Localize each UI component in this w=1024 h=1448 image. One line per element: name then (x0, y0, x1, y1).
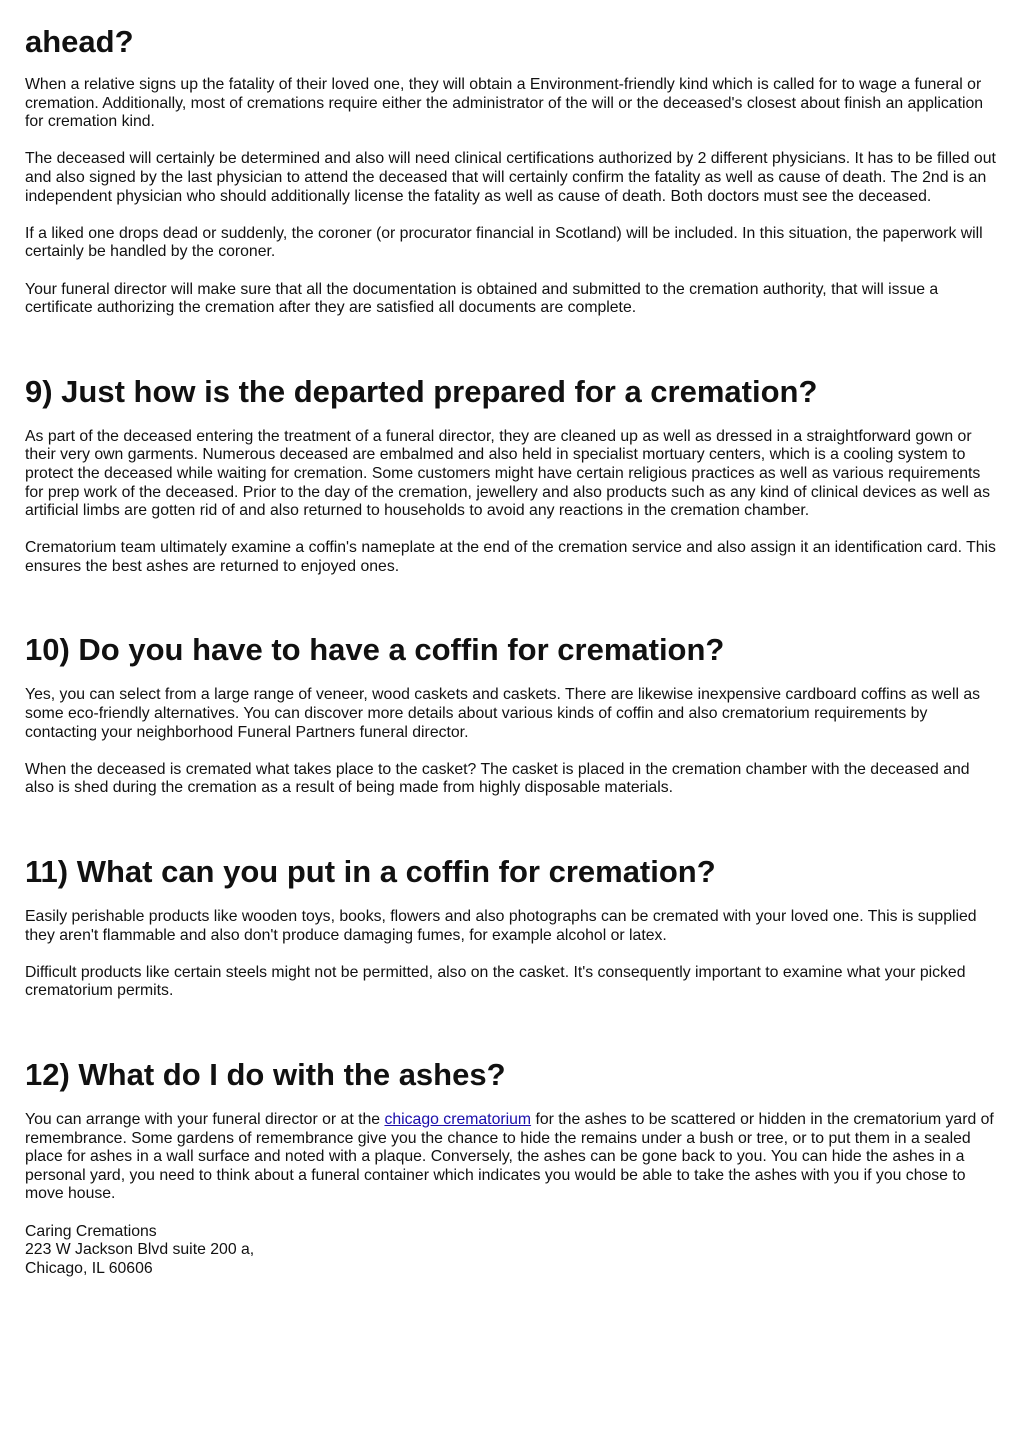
section-heading-9: 9) Just how is the departed prepared for a cremation? (25, 373, 818, 409)
paragraph: Crematorium team ultimately examine a coffin's nameplate at the end of the cremation service and also assign it an identification card. This ensures the best ashes are returned to enjoyed ones. (25, 539, 996, 575)
section-heading-ahead: ahead? (25, 24, 134, 59)
paragraph: Your funeral director will make sure that all the documentation is obtained and submitted to the cremation authority, that will issue a certificate authorizing the cremation after they are satisfied all documents are complete. (25, 280, 939, 317)
chicago-crematorium-link[interactable]: chicago crematorium (384, 1111, 532, 1128)
section-heading-11: 11) What can you put in a coffin for cremation? (25, 854, 716, 890)
document-page (25, 0, 1000, 1278)
paragraph: The deceased will certainly be determined and also will need clinical certifications authorized by 2 different physicians. It has to be filled out and also signed by the last physician to attend the deceased that will certainly confirm the fatality as well as cause of death. The 2nd is an independent physician who should additionally license the fatality as well as cause of death. Both doctors must see the deceased. (25, 150, 996, 205)
paragraph: If a liked one drops dead or suddenly, the coroner (or procurator financial in Scotland) will be included. In this situation, the paperwork will certainly be handled by the coroner. (25, 224, 983, 261)
section-heading-10: 10) Do you have to have a coffin for cremation? (25, 632, 725, 668)
paragraph-text-after-link: for the ashes to be scattered or hidden in the crematorium yard of remembrance. Some gardens of remembrance give you the chance to hide the remains under a bush or tree, or to put them in a sealed place for ashes in a wall surface and noted with a plaque. Conversely, the ashes can be gone back to you. You can hide the ashes in a personal yard, you need to think about a funeral container which indicates you would be able to take the ashes with you if you chose to move house. (25, 1111, 994, 1203)
paragraph: Easily perishable products like wooden toys, books, flowers and also photographs can be cremated with your loved one. This is supplied they aren't flammable and also don't produce damaging fumes, for example alcohol or latex. (25, 908, 977, 944)
section-heading-12: 12) What do I do with the ashes? (25, 1057, 506, 1092)
paragraph-text-before-link: You can arrange with your funeral director or at the (25, 1111, 385, 1128)
paragraph: Yes, you can select from a large range of veneer, wood caskets and caskets. There are likewise inexpensive cardboard coffins as well as some eco-friendly alternatives. You can discover more details about various kinds of coffin and also crematorium requirements by contacting your neighborhood Funeral Partners funeral director. (25, 686, 981, 741)
paragraph: When a relative signs up the fatality of their loved one, they will obtain a Environment-friendly kind which is called for to wage a funeral or cremation. Additionally, most of cremations require either the administrator of the will or the deceased's closest about finish an application for cremation kind. (25, 76, 984, 131)
paragraph: Difficult products like certain steels might not be permitted, also on the casket. It's consequently important to examine what your picked crematorium permits. (25, 963, 966, 1000)
paragraph-with-link (25, 1111, 1000, 1204)
paragraph: As part of the deceased entering the treatment of a funeral director, they are cleaned up as well as dressed in a straightforward gown or their very own garments. Numerous deceased are embalmed and also held in specialist mortuary centers, which is a cooling system to protect the deceased while waiting for cremation. Some customers might have certain religious practices as well as various requirements for prep work of the deceased. Prior to the day of the cremation, jewellery and also products such as any kind of clinical devices as well as artificial limbs are gotten rid of and also returned to households to avoid any reactions in the cremation chamber. (25, 427, 990, 520)
street-address: 223 W Jackson Blvd suite 200 a, (25, 1241, 255, 1259)
business-name: Caring Cremations (25, 1222, 157, 1240)
city-state-zip: Chicago, IL 60606 (25, 1259, 153, 1277)
address-block (25, 1223, 1000, 1279)
paragraph: When the deceased is cremated what takes place to the casket? The casket is placed in the cremation chamber with the deceased and also is shed during the cremation as a result of being made from highly disposable materials. (25, 760, 970, 797)
